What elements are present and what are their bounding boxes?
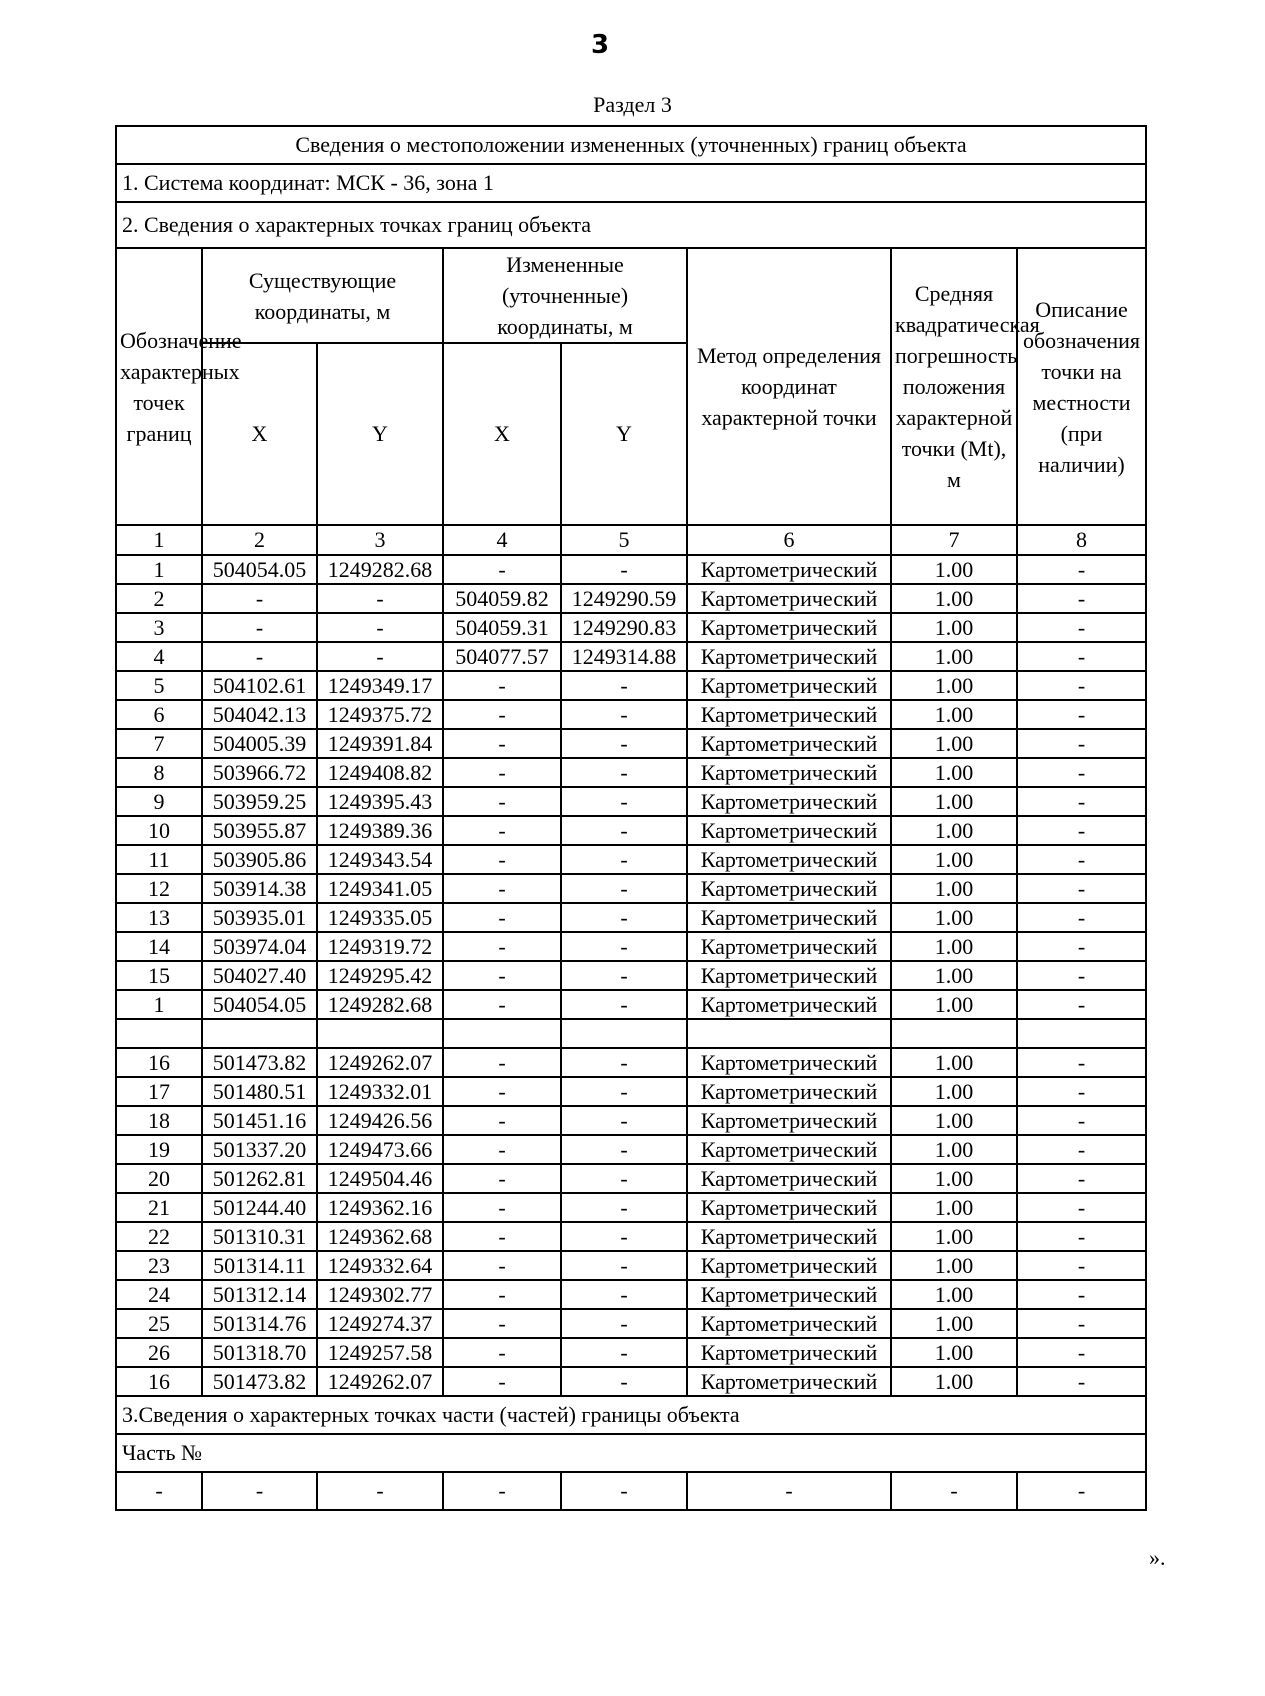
table-cell: - — [443, 1367, 561, 1396]
column-number-row — [116, 525, 1146, 555]
table-cell: 1.00 — [891, 903, 1017, 932]
table-cell: 9 — [116, 787, 202, 816]
part-number-row: Часть № — [116, 1434, 1146, 1472]
table-cell: - — [317, 584, 443, 613]
table-cell: - — [561, 961, 687, 990]
header-changed-coordinates: Измененные (уточненные) координаты, м — [443, 248, 687, 343]
table-cell: 22 — [116, 1222, 202, 1251]
table-cell: 14 — [116, 932, 202, 961]
table-cell: - — [561, 1164, 687, 1193]
table-cell: 1.00 — [891, 1251, 1017, 1280]
table-cell: 15 — [116, 961, 202, 990]
table-cell: 1.00 — [891, 816, 1017, 845]
table-cell: 1.00 — [891, 1106, 1017, 1135]
column-number: 2 — [202, 525, 317, 555]
table-cell: - — [1017, 990, 1146, 1019]
table-row — [116, 874, 1146, 903]
table-cell: 501318.70 — [202, 1338, 317, 1367]
table-cell: 1249391.84 — [317, 729, 443, 758]
header-mean-square-error: Средняя квадратическая погрешность положения характерной точки (Mt), м — [891, 248, 1017, 525]
table-cell: 19 — [116, 1135, 202, 1164]
table-cell: - — [317, 1472, 443, 1510]
table-cell: Картометрический — [687, 642, 891, 671]
table-cell: - — [443, 729, 561, 758]
table-cell: 1249408.82 — [317, 758, 443, 787]
table-cell: 501480.51 — [202, 1077, 317, 1106]
table-cell: Картометрический — [687, 1338, 891, 1367]
header-method: Метод определения координат характерной точки — [687, 248, 891, 525]
table-cell: Картометрический — [687, 903, 891, 932]
table-cell: - — [443, 1280, 561, 1309]
header-existing-coordinates: Существующие координаты, м — [202, 248, 443, 343]
table-cell: - — [202, 584, 317, 613]
table-cell: - — [1017, 613, 1146, 642]
table-cell: - — [443, 990, 561, 1019]
table-cell: 1.00 — [891, 729, 1017, 758]
table-cell: 1249349.17 — [317, 671, 443, 700]
table-cell: - — [561, 1367, 687, 1396]
table-cell: 501473.82 — [202, 1367, 317, 1396]
table-cell: - — [1017, 1367, 1146, 1396]
table-cell: - — [1017, 584, 1146, 613]
table-cell: 4 — [116, 642, 202, 671]
table-cell: - — [1017, 1251, 1146, 1280]
table-cell: 1 — [116, 990, 202, 1019]
table-cell: 1.00 — [891, 555, 1017, 584]
table-cell: - — [202, 642, 317, 671]
table-row — [116, 961, 1146, 990]
header-designation: Обозначение характерных точек границ — [116, 248, 202, 525]
table-cell: Картометрический — [687, 1164, 891, 1193]
empty-cell — [443, 1019, 561, 1048]
table-row — [116, 1309, 1146, 1338]
column-number: 1 — [116, 525, 202, 555]
table-cell: - — [561, 1077, 687, 1106]
header-description: Описание обозначения точки на местности (при наличии) — [1017, 248, 1146, 525]
table-cell: 1.00 — [891, 1135, 1017, 1164]
table-cell: 3 — [116, 613, 202, 642]
table-cell: 1.00 — [891, 1077, 1017, 1106]
table-cell: - — [561, 787, 687, 816]
table-cell: - — [1017, 671, 1146, 700]
table-row — [116, 1077, 1146, 1106]
table-row — [116, 816, 1146, 845]
table-cell: - — [561, 903, 687, 932]
table-cell: - — [1017, 1280, 1146, 1309]
table-cell: 16 — [116, 1048, 202, 1077]
table-cell: - — [1017, 874, 1146, 903]
table-cell: - — [561, 1222, 687, 1251]
table-cell: - — [1017, 1048, 1146, 1077]
empty-cell — [317, 1019, 443, 1048]
table-cell: 17 — [116, 1077, 202, 1106]
table-cell: - — [561, 1338, 687, 1367]
table-cell: - — [561, 1048, 687, 1077]
table-cell: - — [561, 758, 687, 787]
table-cell: 1249282.68 — [317, 990, 443, 1019]
table-cell: - — [443, 1164, 561, 1193]
coordinate-system-row: 1. Система координат: МСК - 36, зона 1 — [116, 164, 1146, 202]
table-cell: Картометрический — [687, 1106, 891, 1135]
table-cell: Картометрический — [687, 816, 891, 845]
table-cell: - — [443, 1222, 561, 1251]
table-cell: - — [1017, 758, 1146, 787]
table-cell: - — [1017, 642, 1146, 671]
header-existing-y: Y — [317, 343, 443, 525]
table-row — [116, 903, 1146, 932]
table-cell: Картометрический — [687, 671, 891, 700]
table-cell: - — [1017, 1472, 1146, 1510]
table-cell: Картометрический — [687, 845, 891, 874]
empty-cell — [1017, 1019, 1146, 1048]
table-cell: 1249262.07 — [317, 1367, 443, 1396]
table-cell: - — [1017, 816, 1146, 845]
table-cell: - — [561, 729, 687, 758]
table-cell: - — [1017, 1135, 1146, 1164]
table-cell: 501473.82 — [202, 1048, 317, 1077]
table-cell: 18 — [116, 1106, 202, 1135]
table-cell: - — [443, 932, 561, 961]
table-cell: 12 — [116, 874, 202, 903]
table-cell: - — [443, 1106, 561, 1135]
table-cell: 8 — [116, 758, 202, 787]
table-cell: 23 — [116, 1251, 202, 1280]
table-cell: 16 — [116, 1367, 202, 1396]
table-cell: 1249375.72 — [317, 700, 443, 729]
table-cell: 504077.57 — [443, 642, 561, 671]
table-cell: 1249343.54 — [317, 845, 443, 874]
contour-separator-row — [116, 1019, 1146, 1048]
table-cell: 1249302.77 — [317, 1280, 443, 1309]
table-cell: 1249295.42 — [317, 961, 443, 990]
table-cell: - — [443, 1472, 561, 1510]
table-cell: - — [1017, 1338, 1146, 1367]
table-cell: 25 — [116, 1309, 202, 1338]
table-cell: - — [443, 903, 561, 932]
table-cell: 1.00 — [891, 1222, 1017, 1251]
table-cell: 10 — [116, 816, 202, 845]
empty-cell — [561, 1019, 687, 1048]
table-cell: 504054.05 — [202, 555, 317, 584]
table-cell: - — [443, 874, 561, 903]
table-cell: 1.00 — [891, 613, 1017, 642]
header-changed-x: X — [443, 343, 561, 525]
table-cell: 1.00 — [891, 642, 1017, 671]
table-row — [116, 613, 1146, 642]
table-row — [116, 787, 1146, 816]
table-cell: - — [1017, 845, 1146, 874]
table-cell: 1249335.05 — [317, 903, 443, 932]
column-number: 5 — [561, 525, 687, 555]
table-cell: 503914.38 — [202, 874, 317, 903]
column-number: 4 — [443, 525, 561, 555]
table-cell: 2 — [116, 584, 202, 613]
table-cell: 501310.31 — [202, 1222, 317, 1251]
table-cell: - — [443, 845, 561, 874]
table-cell: 504005.39 — [202, 729, 317, 758]
table-cell: 1249395.43 — [317, 787, 443, 816]
table-row — [116, 1164, 1146, 1193]
table-cell: 504059.82 — [443, 584, 561, 613]
table-cell: Картометрический — [687, 584, 891, 613]
table-cell: - — [1017, 555, 1146, 584]
table-cell: - — [202, 1472, 317, 1510]
table-cell: 1.00 — [891, 1309, 1017, 1338]
table-cell: Картометрический — [687, 1048, 891, 1077]
table-cell: 1.00 — [891, 961, 1017, 990]
table-cell: 1.00 — [891, 1338, 1017, 1367]
table-cell: - — [561, 1106, 687, 1135]
table-cell: Картометрический — [687, 874, 891, 903]
table-cell: 1249262.07 — [317, 1048, 443, 1077]
table-cell: 501312.14 — [202, 1280, 317, 1309]
table-cell: - — [443, 1193, 561, 1222]
table-cell: 1249290.59 — [561, 584, 687, 613]
table-cell: - — [443, 1077, 561, 1106]
column-number: 8 — [1017, 525, 1146, 555]
table-cell: - — [1017, 903, 1146, 932]
table-cell: - — [561, 990, 687, 1019]
table-cell: - — [561, 555, 687, 584]
table-cell: Картометрический — [687, 1280, 891, 1309]
table-cell: 1.00 — [891, 1048, 1017, 1077]
table-cell: Картометрический — [687, 1222, 891, 1251]
table-cell: 504059.31 — [443, 613, 561, 642]
table-cell: 1249389.36 — [317, 816, 443, 845]
table-cell: - — [443, 1251, 561, 1280]
table-cell: - — [561, 1280, 687, 1309]
table-cell: - — [443, 787, 561, 816]
table-cell: 501314.11 — [202, 1251, 317, 1280]
table-row — [116, 700, 1146, 729]
table-cell: - — [561, 1135, 687, 1164]
table-cell: 1.00 — [891, 874, 1017, 903]
empty-cell — [891, 1019, 1017, 1048]
table-cell: 1.00 — [891, 932, 1017, 961]
table-cell: 503955.87 — [202, 816, 317, 845]
part-data-row — [116, 1472, 1146, 1510]
table-cell: 7 — [116, 729, 202, 758]
table-cell: 1249426.56 — [317, 1106, 443, 1135]
table-cell: - — [443, 1309, 561, 1338]
table-cell: Картометрический — [687, 932, 891, 961]
table-cell: 1249332.64 — [317, 1251, 443, 1280]
table-cell: 1249473.66 — [317, 1135, 443, 1164]
table-cell: - — [443, 700, 561, 729]
table-cell: - — [443, 758, 561, 787]
table-cell: - — [116, 1472, 202, 1510]
table-cell: 1.00 — [891, 700, 1017, 729]
table-cell: 504102.61 — [202, 671, 317, 700]
section-title: Раздел 3 — [593, 92, 672, 117]
header-changed-y: Y — [561, 343, 687, 525]
table-cell: 1.00 — [891, 671, 1017, 700]
table-cell: - — [443, 1135, 561, 1164]
table-cell: 26 — [116, 1338, 202, 1367]
table-cell: - — [443, 1048, 561, 1077]
table-row — [116, 932, 1146, 961]
table-cell: 503966.72 — [202, 758, 317, 787]
table-cell: - — [561, 932, 687, 961]
table-cell: - — [1017, 1164, 1146, 1193]
table-cell: - — [202, 613, 317, 642]
table-cell: 501337.20 — [202, 1135, 317, 1164]
table-row — [116, 555, 1146, 584]
table-cell: - — [561, 1193, 687, 1222]
table-cell: - — [1017, 961, 1146, 990]
table-cell: - — [891, 1472, 1017, 1510]
table-cell: - — [561, 1472, 687, 1510]
table-cell: 1.00 — [891, 758, 1017, 787]
table-row — [116, 1106, 1146, 1135]
table-cell: Картометрический — [687, 990, 891, 1019]
table-cell: 1.00 — [891, 584, 1017, 613]
table-cell: 504027.40 — [202, 961, 317, 990]
table-cell: - — [561, 816, 687, 845]
table-cell: 20 — [116, 1164, 202, 1193]
boundary-points-table — [115, 125, 1147, 1511]
table-cell: Картометрический — [687, 1309, 891, 1338]
table-cell: 1249319.72 — [317, 932, 443, 961]
column-number: 3 — [317, 525, 443, 555]
table-cell: 1249257.58 — [317, 1338, 443, 1367]
table-cell: 1.00 — [891, 1164, 1017, 1193]
table-title: Сведения о местоположении измененных (уточненных) границ объекта — [116, 126, 1146, 164]
table-cell: - — [443, 1338, 561, 1367]
table-cell: 6 — [116, 700, 202, 729]
column-number: 6 — [687, 525, 891, 555]
table-cell: 501244.40 — [202, 1193, 317, 1222]
table-cell: 1249274.37 — [317, 1309, 443, 1338]
table-row — [116, 1135, 1146, 1164]
table-cell: - — [1017, 700, 1146, 729]
table-cell: - — [443, 671, 561, 700]
table-cell: Картометрический — [687, 961, 891, 990]
table-row — [116, 1048, 1146, 1077]
table-cell: - — [561, 1251, 687, 1280]
table-cell: Картометрический — [687, 700, 891, 729]
table-cell: - — [443, 961, 561, 990]
table-row — [116, 642, 1146, 671]
table-cell: 5 — [116, 671, 202, 700]
table-cell: 501262.81 — [202, 1164, 317, 1193]
table-cell: - — [317, 642, 443, 671]
table-cell: 1249314.88 — [561, 642, 687, 671]
table-cell: Картометрический — [687, 1135, 891, 1164]
table-cell: 1249362.16 — [317, 1193, 443, 1222]
table-cell: 1249341.05 — [317, 874, 443, 903]
table-cell: 21 — [116, 1193, 202, 1222]
table-cell: 1.00 — [891, 1367, 1017, 1396]
table-row — [116, 1338, 1146, 1367]
table-cell: 1.00 — [891, 990, 1017, 1019]
table-cell: 1249290.83 — [561, 613, 687, 642]
table-cell: 504042.13 — [202, 700, 317, 729]
table-cell: - — [1017, 932, 1146, 961]
table-cell: - — [1017, 1222, 1146, 1251]
table-cell: 1.00 — [891, 1280, 1017, 1309]
table-cell: - — [1017, 1077, 1146, 1106]
table-cell: 11 — [116, 845, 202, 874]
table-cell: - — [443, 555, 561, 584]
table-cell: - — [317, 613, 443, 642]
table-cell: 1.00 — [891, 787, 1017, 816]
table-cell: 504054.05 — [202, 990, 317, 1019]
table-cell: - — [561, 874, 687, 903]
table-cell: - — [561, 700, 687, 729]
page-number: 3 — [590, 30, 610, 60]
table-cell: 1.00 — [891, 845, 1017, 874]
table-cell: - — [443, 816, 561, 845]
table-cell: - — [1017, 787, 1146, 816]
table-cell: 503974.04 — [202, 932, 317, 961]
table-cell: Картометрический — [687, 787, 891, 816]
table-cell: Картометрический — [687, 729, 891, 758]
table-cell: Картометрический — [687, 1367, 891, 1396]
table-cell: 1249504.46 — [317, 1164, 443, 1193]
table-cell: - — [687, 1472, 891, 1510]
table-cell: 1 — [116, 555, 202, 584]
table-cell: 1249282.68 — [317, 555, 443, 584]
table-row — [116, 1222, 1146, 1251]
table-row — [116, 1280, 1146, 1309]
table-row — [116, 1193, 1146, 1222]
parts-heading-row: 3.Сведения о характерных точках части (частей) границы объекта — [116, 1396, 1146, 1434]
points-heading-row: 2. Сведения о характерных точках границ объекта — [116, 202, 1146, 248]
table-cell: 13 — [116, 903, 202, 932]
table-row — [116, 1367, 1146, 1396]
table-cell: 501314.76 — [202, 1309, 317, 1338]
table-cell: Картометрический — [687, 555, 891, 584]
table-cell: 501451.16 — [202, 1106, 317, 1135]
table-row — [116, 1251, 1146, 1280]
table-cell: 1.00 — [891, 1193, 1017, 1222]
table-row — [116, 845, 1146, 874]
table-cell: - — [561, 671, 687, 700]
table-cell: - — [1017, 1193, 1146, 1222]
header-existing-x: X — [202, 343, 317, 525]
table-cell: 24 — [116, 1280, 202, 1309]
table-cell: Картометрический — [687, 1251, 891, 1280]
table-row — [116, 671, 1146, 700]
table-cell: 1249332.01 — [317, 1077, 443, 1106]
table-row — [116, 729, 1146, 758]
table-row — [116, 584, 1146, 613]
table-row — [116, 990, 1146, 1019]
table-row — [116, 758, 1146, 787]
column-number: 7 — [891, 525, 1017, 555]
table-cell: Картометрический — [687, 1077, 891, 1106]
empty-cell — [116, 1019, 202, 1048]
table-cell: Картометрический — [687, 1193, 891, 1222]
table-cell: 1249362.68 — [317, 1222, 443, 1251]
table-cell: - — [561, 845, 687, 874]
table-cell: Картометрический — [687, 613, 891, 642]
table-cell: - — [1017, 729, 1146, 758]
table-cell: - — [561, 1309, 687, 1338]
empty-cell — [202, 1019, 317, 1048]
table-cell: Картометрический — [687, 758, 891, 787]
table-cell: 503959.25 — [202, 787, 317, 816]
closing-mark: ». — [1149, 1545, 1166, 1570]
empty-cell — [687, 1019, 891, 1048]
table-cell: 503935.01 — [202, 903, 317, 932]
table-cell: - — [1017, 1309, 1146, 1338]
table-cell: 503905.86 — [202, 845, 317, 874]
table-cell: - — [1017, 1106, 1146, 1135]
